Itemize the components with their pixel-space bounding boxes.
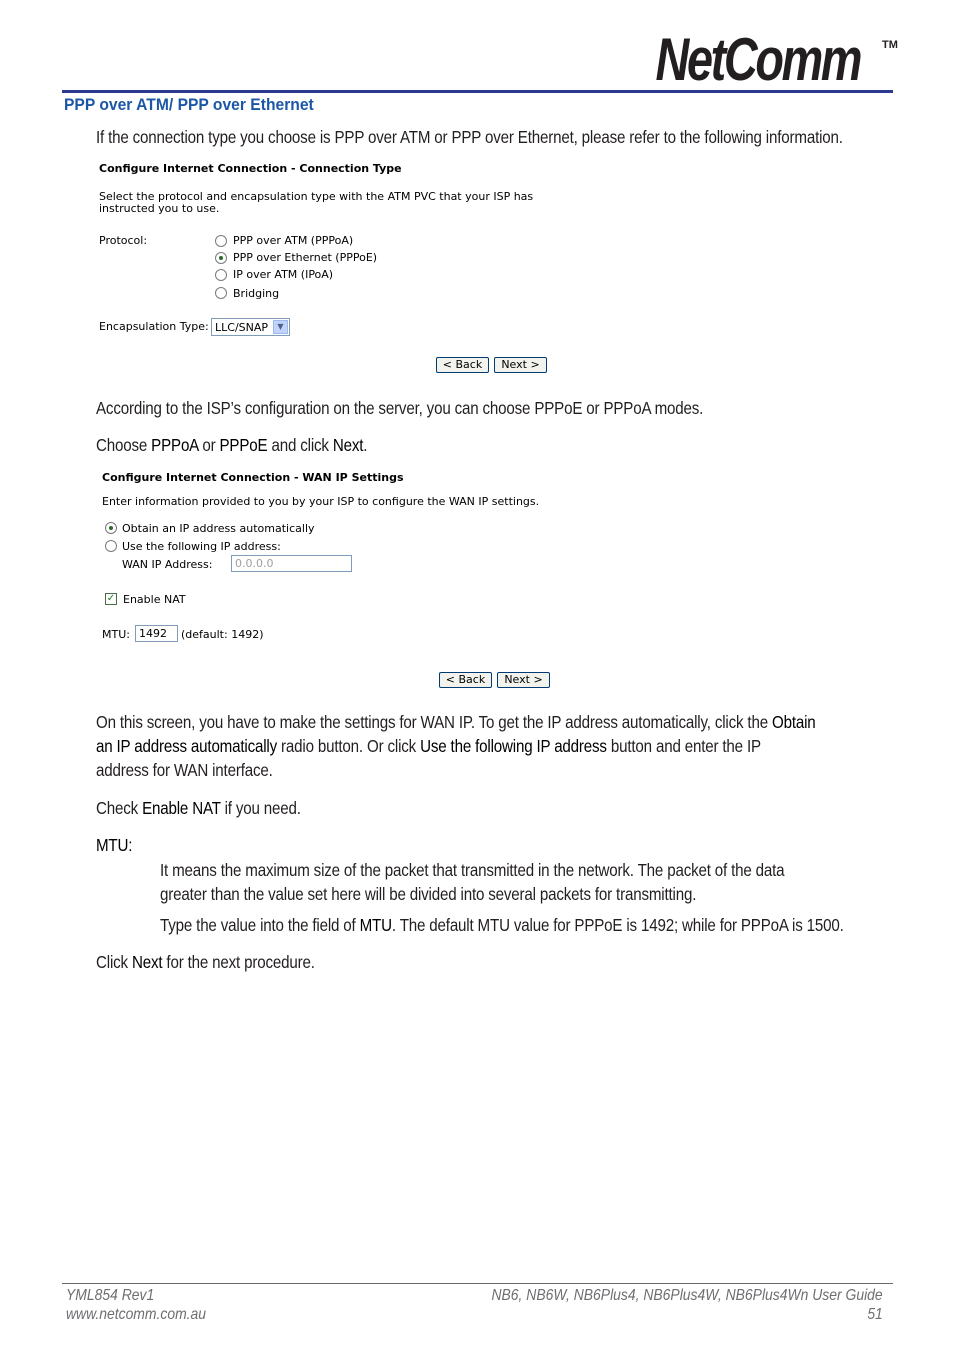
check-prefix: Check: [96, 798, 143, 818]
back-button-2[interactable]: < Back: [439, 672, 492, 688]
wan-settings-line3: address for WAN interface.: [96, 760, 273, 780]
choose-or: or: [198, 435, 220, 455]
wan-settings-obtain: Obtain: [771, 712, 816, 732]
click-next-paragraph: [96, 950, 315, 974]
svg-text:TM: TM: [882, 39, 898, 51]
netcomm-logo: [654, 30, 898, 86]
choose-and-click: and click: [267, 435, 333, 455]
encapsulation-label: Encapsulation Type:: [99, 320, 209, 333]
radio-bridging[interactable]: [215, 287, 227, 299]
chevron-down-icon: ▼: [273, 320, 288, 334]
section-title: PPP over ATM/ PPP over Ethernet: [64, 95, 314, 114]
mtu-heading: MTU:: [96, 835, 133, 855]
check-enable-nat: Enable NAT: [142, 798, 221, 818]
mtu-desc-line2: greater than the value set here will be divided into several packets for transmitting.: [160, 884, 697, 904]
intro-paragraph: If the connection type you choose is PPP over ATM or PPP over Ethernet, please refer to the following information.: [96, 127, 843, 147]
connection-type-desc-2: instructed you to use.: [99, 202, 220, 215]
radio-pppoa-label: PPP over ATM (PPPoA): [233, 234, 354, 247]
next-button-2[interactable]: Next >: [497, 672, 550, 688]
footer-doc-code: YML854 Rev1: [66, 1287, 155, 1304]
choose-pppoe: PPPoE: [219, 435, 268, 455]
radio-ipoa-label: IP over ATM (IPoA): [233, 268, 334, 281]
radio-pppoe[interactable]: [215, 252, 227, 264]
svg-text:NetComm: NetComm: [655, 30, 861, 86]
mtu-description: [160, 858, 784, 906]
mtu-default: (default: 1492): [181, 628, 264, 641]
click-next: Next: [131, 952, 163, 972]
wan-settings-line2-b: radio button. Or click: [277, 736, 421, 756]
back-button-1[interactable]: < Back: [436, 357, 489, 373]
choose-prefix: Choose: [96, 435, 152, 455]
mtu-label: MTU:: [102, 628, 130, 641]
footer-guide: User Guide: [808, 1287, 883, 1304]
wan-ip-desc: Enter information provided to you by your ISP to configure the WAN IP settings.: [102, 495, 540, 508]
radio-pppoe-label: PPP over Ethernet (PPPoE): [233, 251, 378, 264]
header-rule: [62, 90, 893, 93]
click-prefix: Click: [96, 952, 132, 972]
choose-pppoa: PPPoA: [151, 435, 199, 455]
radio-ipoa[interactable]: [215, 269, 227, 281]
choose-paragraph: [96, 433, 367, 457]
protocol-label: Protocol:: [99, 234, 148, 247]
wan-settings-paragraph: [96, 710, 816, 782]
check-nat-paragraph: [96, 796, 301, 820]
radio-pppoa[interactable]: [215, 235, 227, 247]
footer-website: www.netcomm.com.au: [66, 1306, 207, 1323]
footer-models: NB6, NB6W, NB6Plus4, NB6Plus4W, NB6Plus4Wn: [491, 1287, 809, 1304]
encapsulation-value: LLC/SNAP: [215, 321, 269, 334]
mtu-type-bold: MTU: [359, 915, 392, 935]
wan-settings-use-following: Use the following IP address: [420, 736, 607, 756]
mtu-type-suffix: . The default MTU value for PPPoE is 1492; while for PPPoA is 1500.: [391, 915, 844, 935]
enable-nat-label: Enable NAT: [123, 593, 186, 606]
choose-end: .: [363, 435, 368, 455]
choose-next: Next: [332, 435, 364, 455]
connection-type-desc-1: Select the protocol and encapsulation type with the ATM PVC that your ISP has: [99, 190, 534, 203]
enable-nat-checkbox[interactable]: ✓: [106, 593, 116, 604]
mtu-type-prefix: Type the value into the field of: [160, 915, 360, 935]
radio-obtain-auto[interactable]: [105, 522, 117, 534]
check-suffix: if you need.: [220, 798, 301, 818]
radio-use-following[interactable]: [105, 540, 117, 552]
wan-ip-label: WAN IP Address:: [122, 558, 213, 571]
footer-product-guide: [492, 1287, 883, 1305]
wan-settings-auto: an IP address automatically: [96, 736, 278, 756]
radio-bridging-label: Bridging: [233, 287, 280, 300]
wan-ip-input[interactable]: 0.0.0.0: [231, 555, 352, 572]
encapsulation-select[interactable]: [211, 318, 290, 336]
mtu-type-paragraph: [160, 913, 844, 937]
connection-type-title: Configure Internet Connection - Connection Type: [99, 162, 402, 175]
wan-ip-title: Configure Internet Connection - WAN IP Settings: [102, 471, 404, 484]
wan-settings-line2-d: button and enter the IP: [606, 736, 761, 756]
footer-page-number: 51: [867, 1306, 883, 1323]
radio-obtain-auto-label: Obtain an IP address automatically: [122, 522, 315, 535]
wan-settings-line1-a: On this screen, you have to make the settings for WAN IP. To get the IP address automatically, click the: [96, 712, 772, 732]
footer-rule: [62, 1283, 893, 1284]
next-button-1[interactable]: Next >: [494, 357, 547, 373]
mtu-input[interactable]: 1492: [135, 625, 178, 642]
click-suffix: for the next procedure.: [162, 952, 315, 972]
according-paragraph: According to the ISP’s configuration on the server, you can choose PPPoE or PPPoA modes.: [96, 398, 704, 418]
radio-use-following-label: Use the following IP address:: [122, 540, 281, 553]
mtu-desc-line1: It means the maximum size of the packet that transmitted in the network. The packet of the data: [160, 860, 785, 880]
